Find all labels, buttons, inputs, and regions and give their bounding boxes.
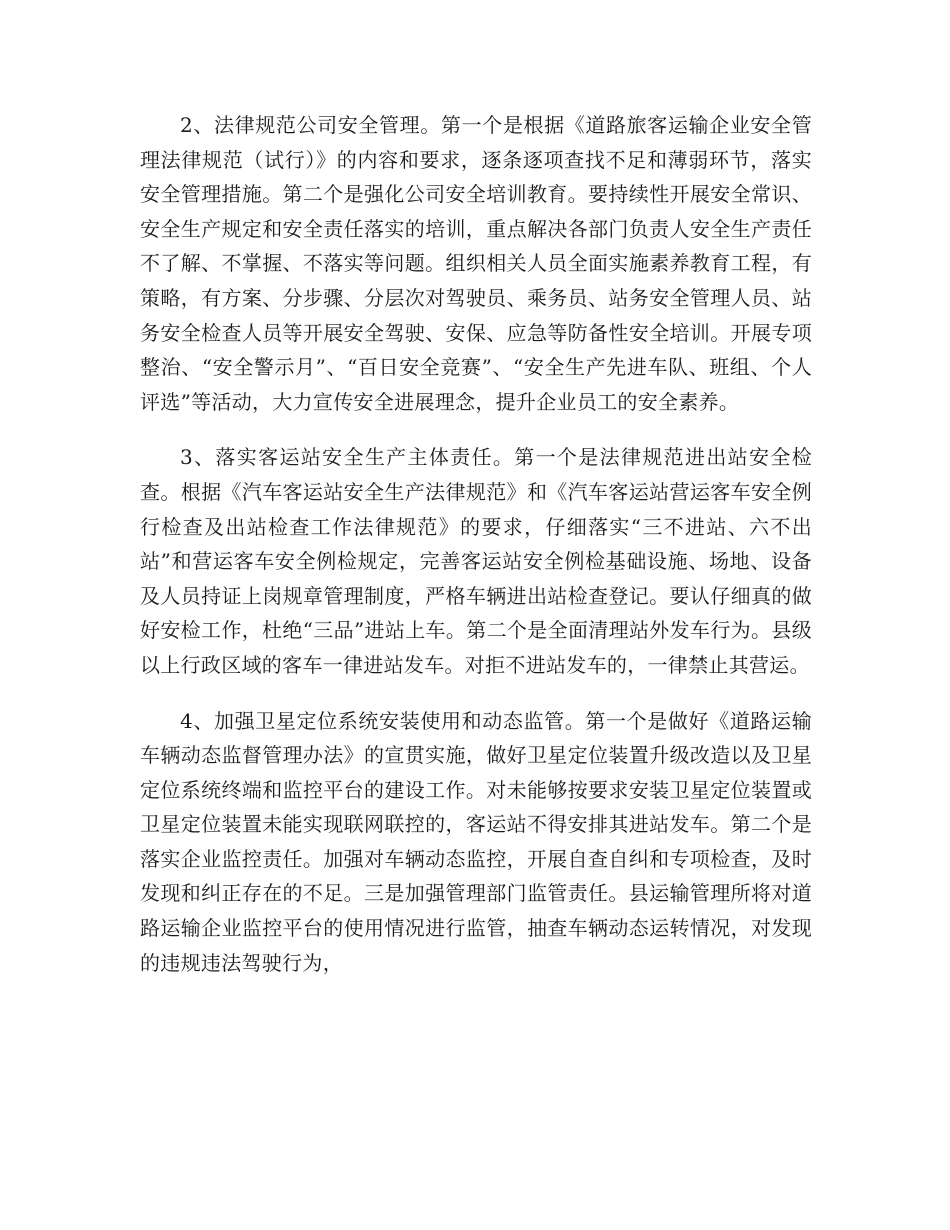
- paragraph-3-bus-station-safety: 3、落实客运站安全生产主体责任。第一个是法律规范进出站安全检查。根据《汽车客运站安全生产法律规范》和《汽车客运站营运客车安全例行检查及出站检查工作法律规范》的要求，仔细落实“三不进站、六不出站”和营运客车安全例检规定，完善客运站安全例检基础设施、场地、设备及人员持证上岗规章管理制度，严格车辆进出站检查登记。要认仔细真的做好安检工作，杜绝“三品”进站上车。第二个是全面清理站外发车行为。县级以上行政区域的客车一律进站发车。对拒不进站发车的，一律禁止其营运。: [140, 445, 812, 677]
- paragraph-4-satellite-positioning: 4、加强卫星定位系统安装使用和动态监管。第一个是做好《道路运输车辆动态监督管理办法》的宣贯实施，做好卫星定位装置升级改造以及卫星定位系统终端和监控平台的建设工作。对未能够按要求安装卫星定位装置或卫星定位装置未能实现联网联控的，客运站不得安排其进站发车。第二个是落实企业监控责任。加强对车辆动态监控，开展自查自纠和专项检查，及时发现和纠正存在的不足。三是加强管理部门监管责任。县运输管理所将对道路运输企业监控平台的使用情况进行监管，抽查车辆动态运转情况，对发现的违规违法驾驶行为，: [140, 708, 812, 975]
- document-body: [140, 108, 812, 980]
- paragraph-2-company-safety: 2、法律规范公司安全管理。第一个是根据《道路旅客运输企业安全管理法律规范（试行）》的内容和要求，逐条逐项查找不足和薄弱环节，落实安全管理措施。第二个是强化公司安全培训教育。要持续性开展安全常识、安全生产规定和安全责任落实的培训，重点解决各部门负责人安全生产责任不了解、不掌握、不落实等问题。组织相关人员全面实施素养教育工程，有策略，有方案、分步骤、分层次对驾驶员、乘务员、站务安全管理人员、站务安全检查人员等开展安全驾驶、安保、应急等防备性安全培训。开展专项整治、“安全警示月”、“百日安全竞赛”、“安全生产先进车队、班组、个人评选”等活动，大力宣传安全进展理念，提升企业员工的安全素养。: [140, 113, 812, 414]
